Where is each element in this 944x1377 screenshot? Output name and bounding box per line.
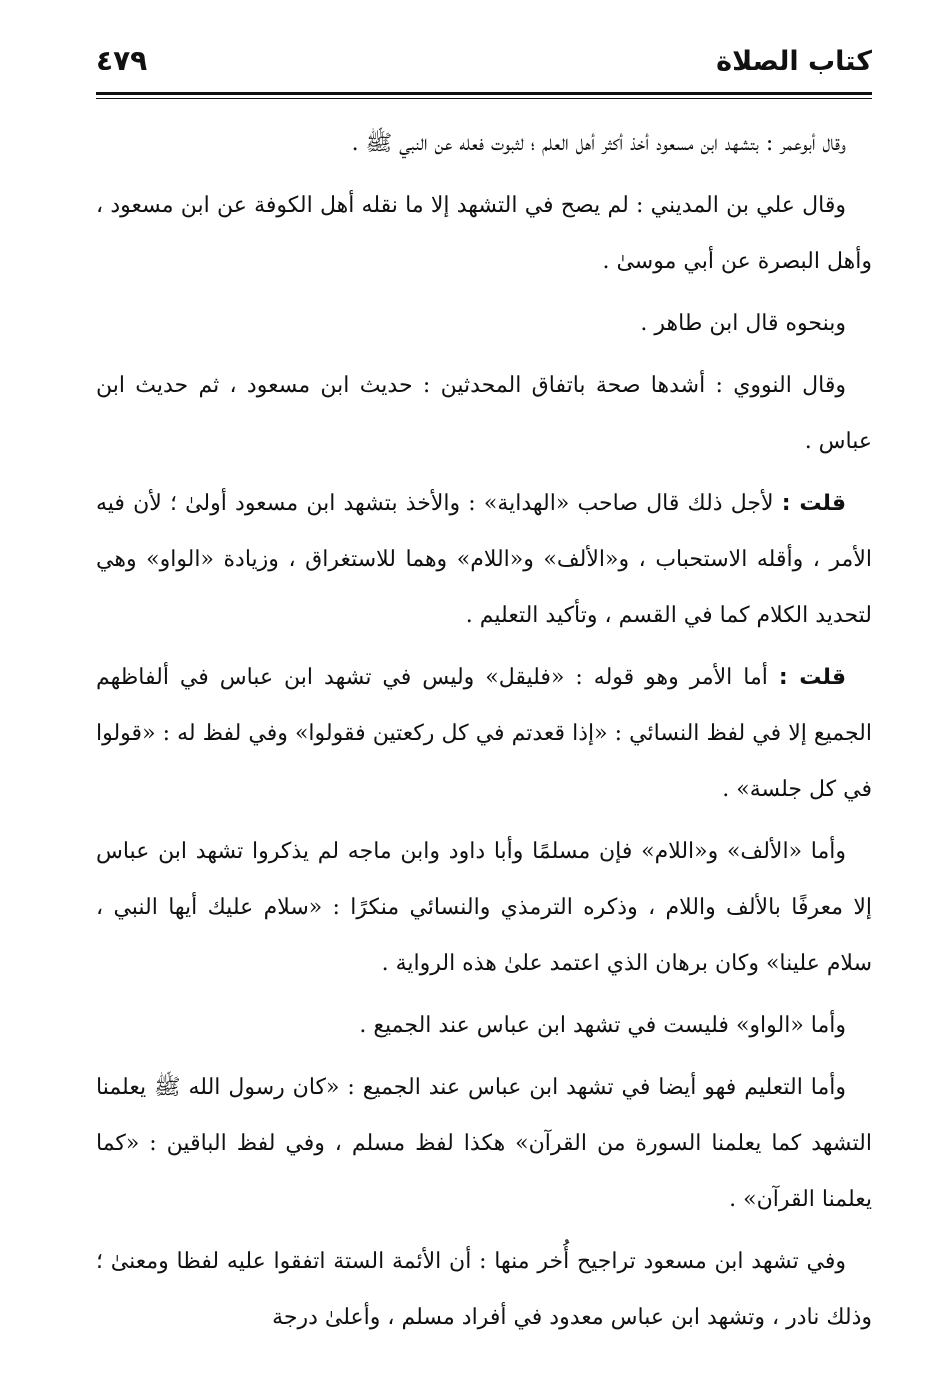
paragraph-text: وأما «الواو» فليست في تشهد ابن عباس عند الجميع .: [359, 1013, 846, 1038]
paragraph-text: وقال أبوعمر : بتشهد ابن مسعود أخذ أكثر أهل العلم ؛ لثبوت فعله عن النبي ﷺ .: [351, 131, 846, 156]
paragraph-text: وقال النووي : أشدها صحة باتفاق المحدثين : حديث ابن مسعود ، ثم حديث ابن عباس .: [96, 373, 872, 454]
qultu-lead: قلت :: [781, 491, 846, 516]
paragraph: [96, 1060, 872, 1228]
paragraph-text: وأما «الألف» و«اللام» فإن مسلمًا وأبا داود وابن ماجه لم يذكروا تشهد ابن عباس إلا معرفًا بالألف واللام ، وذكره الترمذي والنسائي منكرًا : «سلام عليك أيها النبي ، سلام علينا» وكان برهان الذي اعتمد علىٰ هذه الرواية .: [96, 839, 872, 976]
paragraph-text: وأما التعليم فهو أيضا في تشهد ابن عباس عند الجميع : «كان رسول الله ﷺ يعلمنا التشهد كما يعلمنا السورة من القرآن» هكذا لفظ مسلم ، وفي لفظ الباقين : «كما يعلمنا القرآن» .: [96, 1075, 872, 1212]
paragraph-text: أما الأمر وهو قوله : «فليقل» وليس في تشهد ابن عباس في ألفاظهم الجميع إلا في لفظ النسائي : «إذا قعدتم في كل ركعتين فقولوا» وفي لفظ له : «قولوا في كل جلسة» .: [96, 665, 872, 802]
running-title: كتاب الصلاة: [716, 46, 872, 77]
paragraph: [96, 824, 872, 992]
paragraph-text: وبنحوه قال ابن طاهر .: [640, 311, 846, 336]
page-header: [96, 38, 872, 90]
paragraph: [96, 1234, 872, 1346]
body-text: [96, 116, 872, 1346]
paragraph: [96, 178, 872, 290]
paragraph-text: وفي تشهد ابن مسعود تراجيح أُخر منها : أن الأئمة الستة اتفقوا عليه لفظا ومعنىٰ ؛ وذلك نادر ، وتشهد ابن عباس معدود في أفراد مسلم ، وأعلىٰ درجة: [96, 1249, 872, 1330]
paragraph: [96, 650, 872, 818]
paragraph-text: وقال علي بن المديني : لم يصح في التشهد إلا ما نقله أهل الكوفة عن ابن مسعود ، وأهل البصرة عن أبي موسىٰ .: [96, 193, 872, 274]
header-rule: [96, 92, 872, 95]
paragraph-text: لأجل ذلك قال صاحب «الهداية» : والأخذ بتشهد ابن مسعود أولىٰ ؛ لأن فيه الأمر ، وأقله الاستحباب ، و«الألف» و«اللام» وهما للاستغراق ، وزيادة «الواو» وهي لتحديد الكلام كما في القسم ، وتأكيد التعليم .: [96, 491, 872, 628]
header-rule-thin: [96, 98, 872, 99]
paragraph: [96, 296, 872, 352]
page-number: ٤٧٩: [96, 44, 148, 77]
paragraph: [96, 358, 872, 470]
paragraph: [96, 116, 872, 172]
paragraph: [96, 476, 872, 644]
paragraph: [96, 998, 872, 1054]
qultu-lead: قلت :: [778, 665, 846, 690]
